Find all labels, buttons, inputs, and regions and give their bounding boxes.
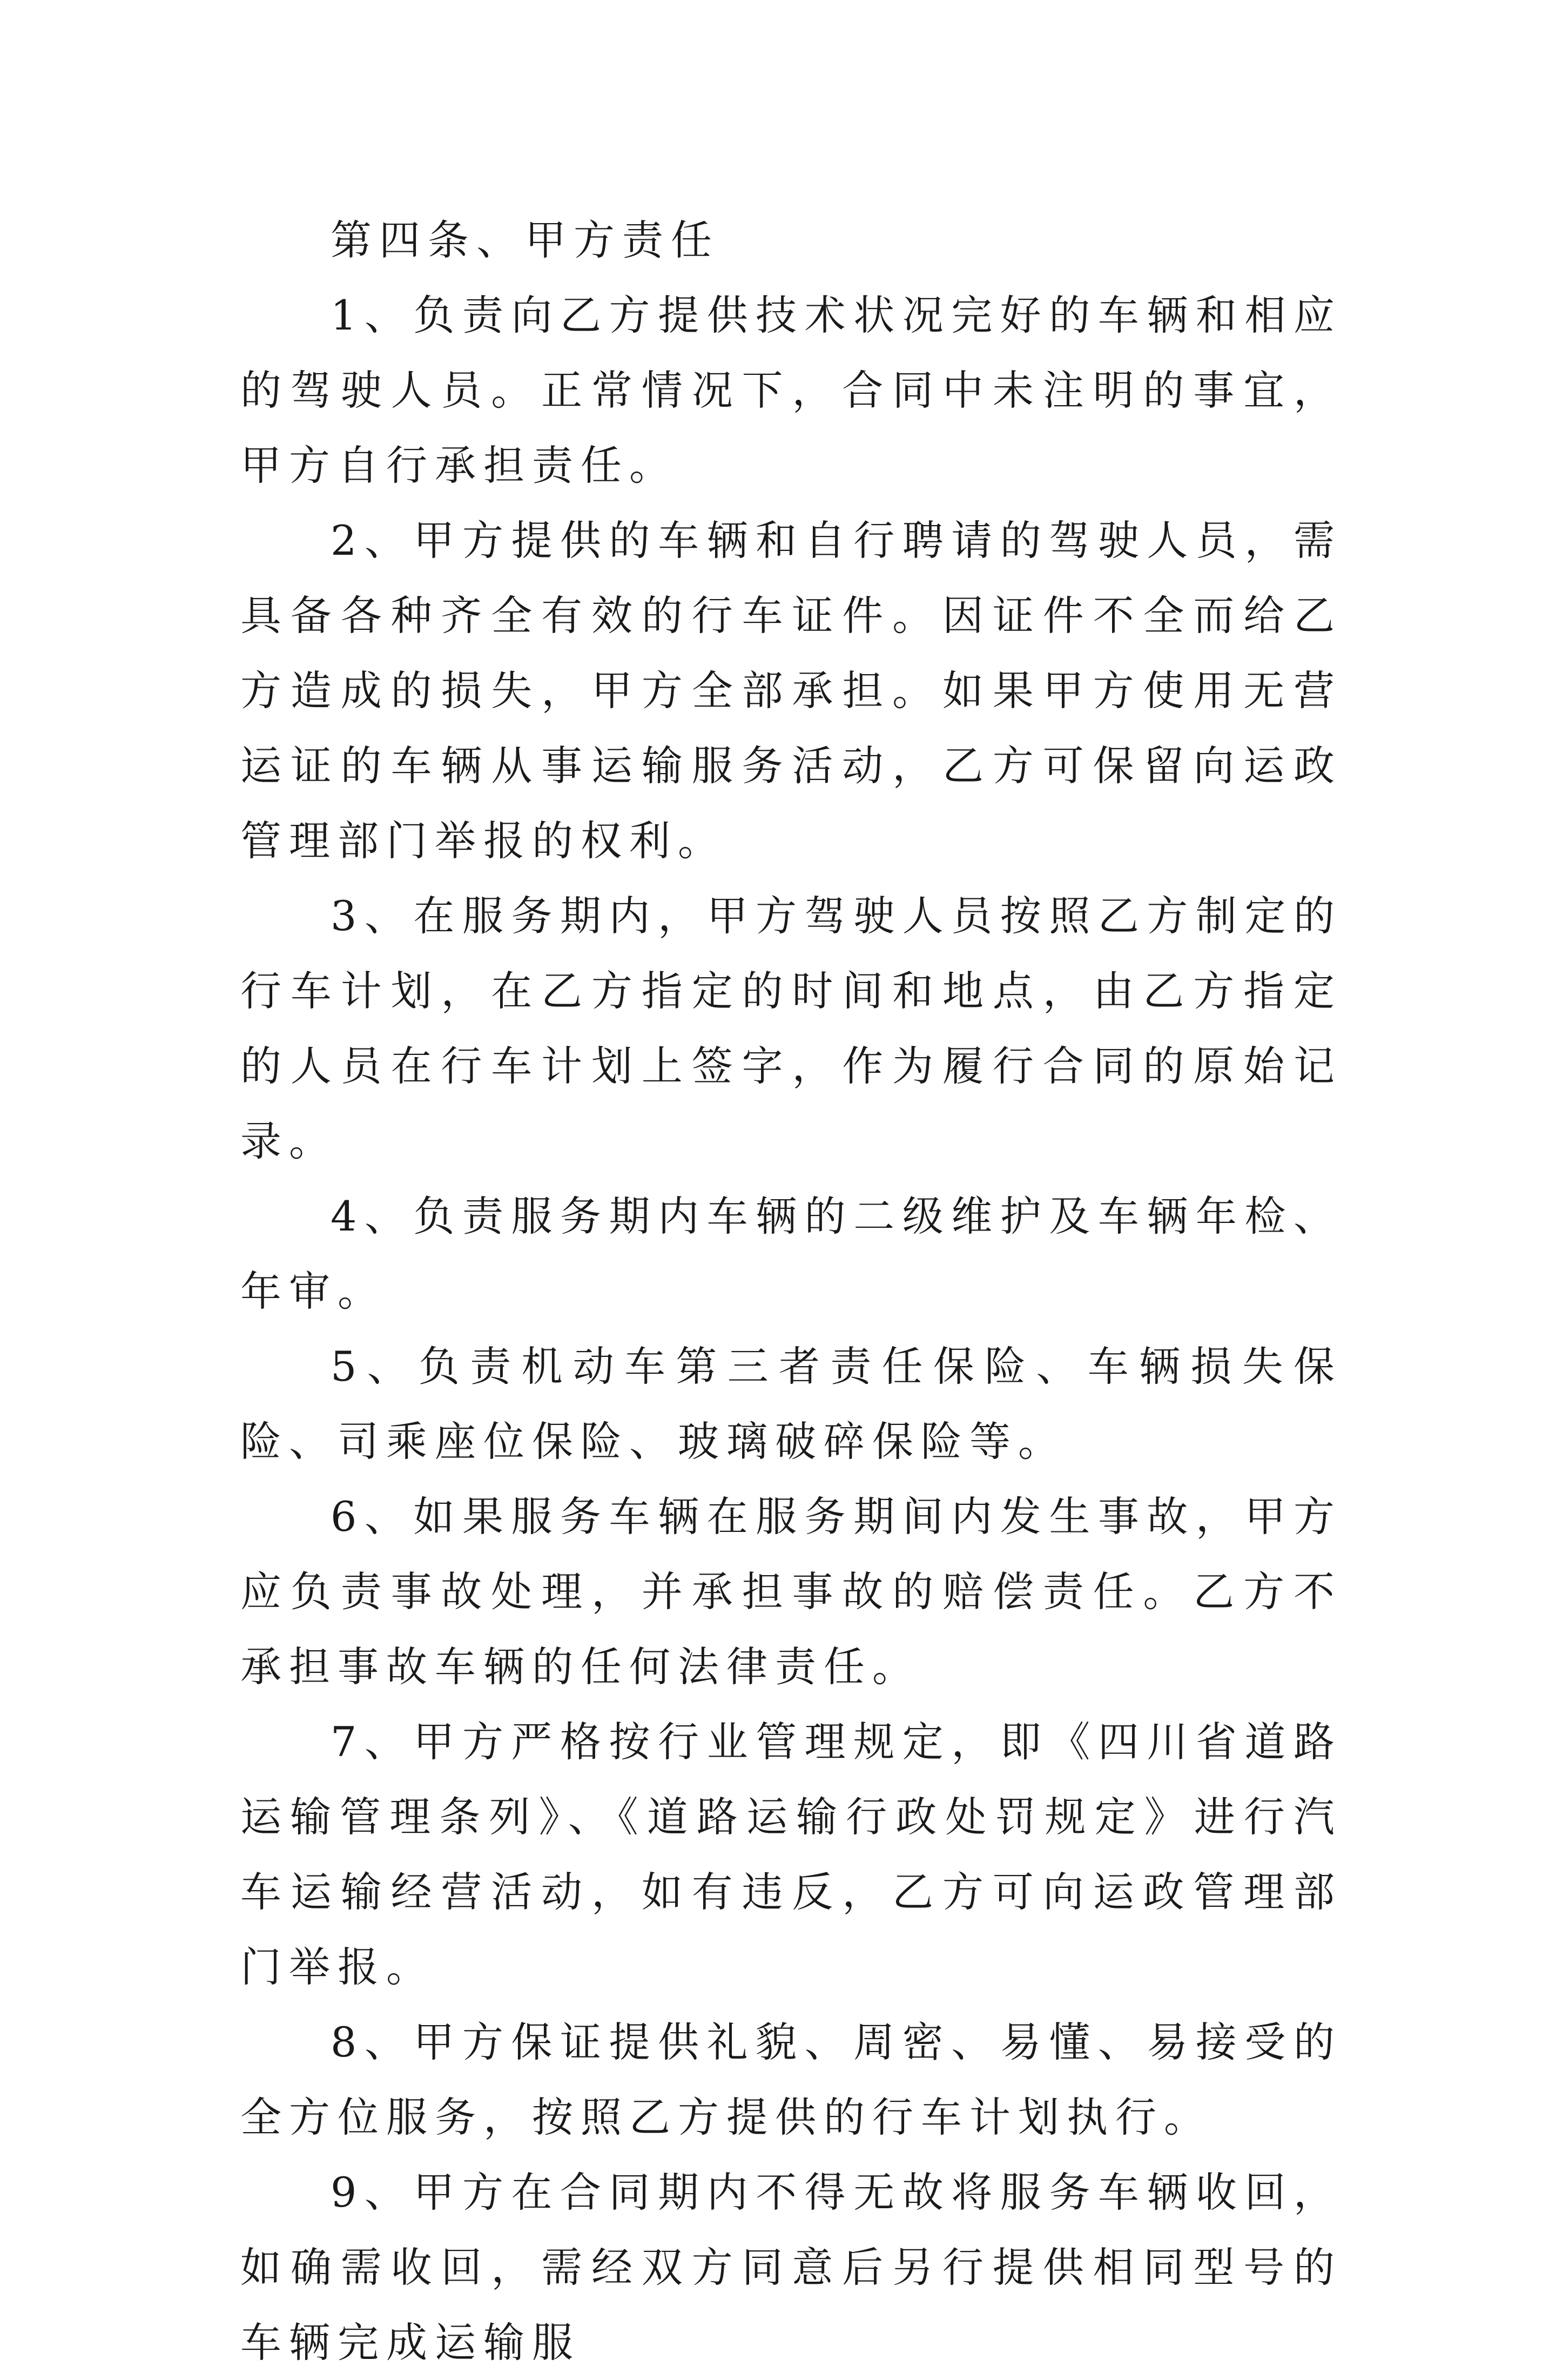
- paragraph-item-6: 6、如果服务车辆在服务期间内发生事故，甲方应负责事故处理，并承担事故的赔偿责任。乙方不承担事故车辆的任何法律责任。: [240, 1492, 1342, 1691]
- paragraph-item-5: 5、负责机动车第三者责任保险、车辆损失保险、司乘座位保险、玻璃破碎保险等。: [240, 1342, 1342, 1465]
- paragraph-item-8: 8、甲方保证提供礼貌、周密、易懂、易接受的全方位服务，按照乙方提供的行车计划执行。: [240, 2018, 1342, 2141]
- paragraph-item-2: 2、甲方提供的车辆和自行聘请的驾驶人员，需具备各种齐全有效的行车证件。因证件不全而给乙方造成的损失，甲方全部承担。如果甲方使用无营运证的车辆从事运输服务活动，乙方可保留向运政管理部门举报的权利。: [240, 516, 1342, 865]
- paragraph-item-7: 7、甲方严格按行业管理规定，即《四川省道路运输管理条列》、《道路运输行政处罚规定》进行汽车运输经营活动，如有违反，乙方可向运政管理部门举报。: [240, 1718, 1342, 1991]
- document-body: [240, 203, 1342, 2380]
- paragraph-item-1: 1、负责向乙方提供技术状况完好的车辆和相应的驾驶人员。正常情况下，合同中未注明的事宜，甲方自行承担责任。: [240, 291, 1342, 489]
- paragraph-item-4: 4、负责服务期内车辆的二级维护及车辆年检、年审。: [240, 1192, 1342, 1315]
- paragraph-item-9: 9、甲方在合同期内不得无故将服务车辆收回，如确需收回，需经双方同意后另行提供相同型号的车辆完成运输服: [240, 2168, 1342, 2366]
- paragraph-item-3: 3、在服务期内，甲方驾驶人员按照乙方制定的行车计划，在乙方指定的时间和地点，由乙方指定的人员在行车计划上签字，作为履行合同的原始记录。: [240, 892, 1342, 1165]
- section-heading: 第四条、甲方责任: [331, 216, 719, 264]
